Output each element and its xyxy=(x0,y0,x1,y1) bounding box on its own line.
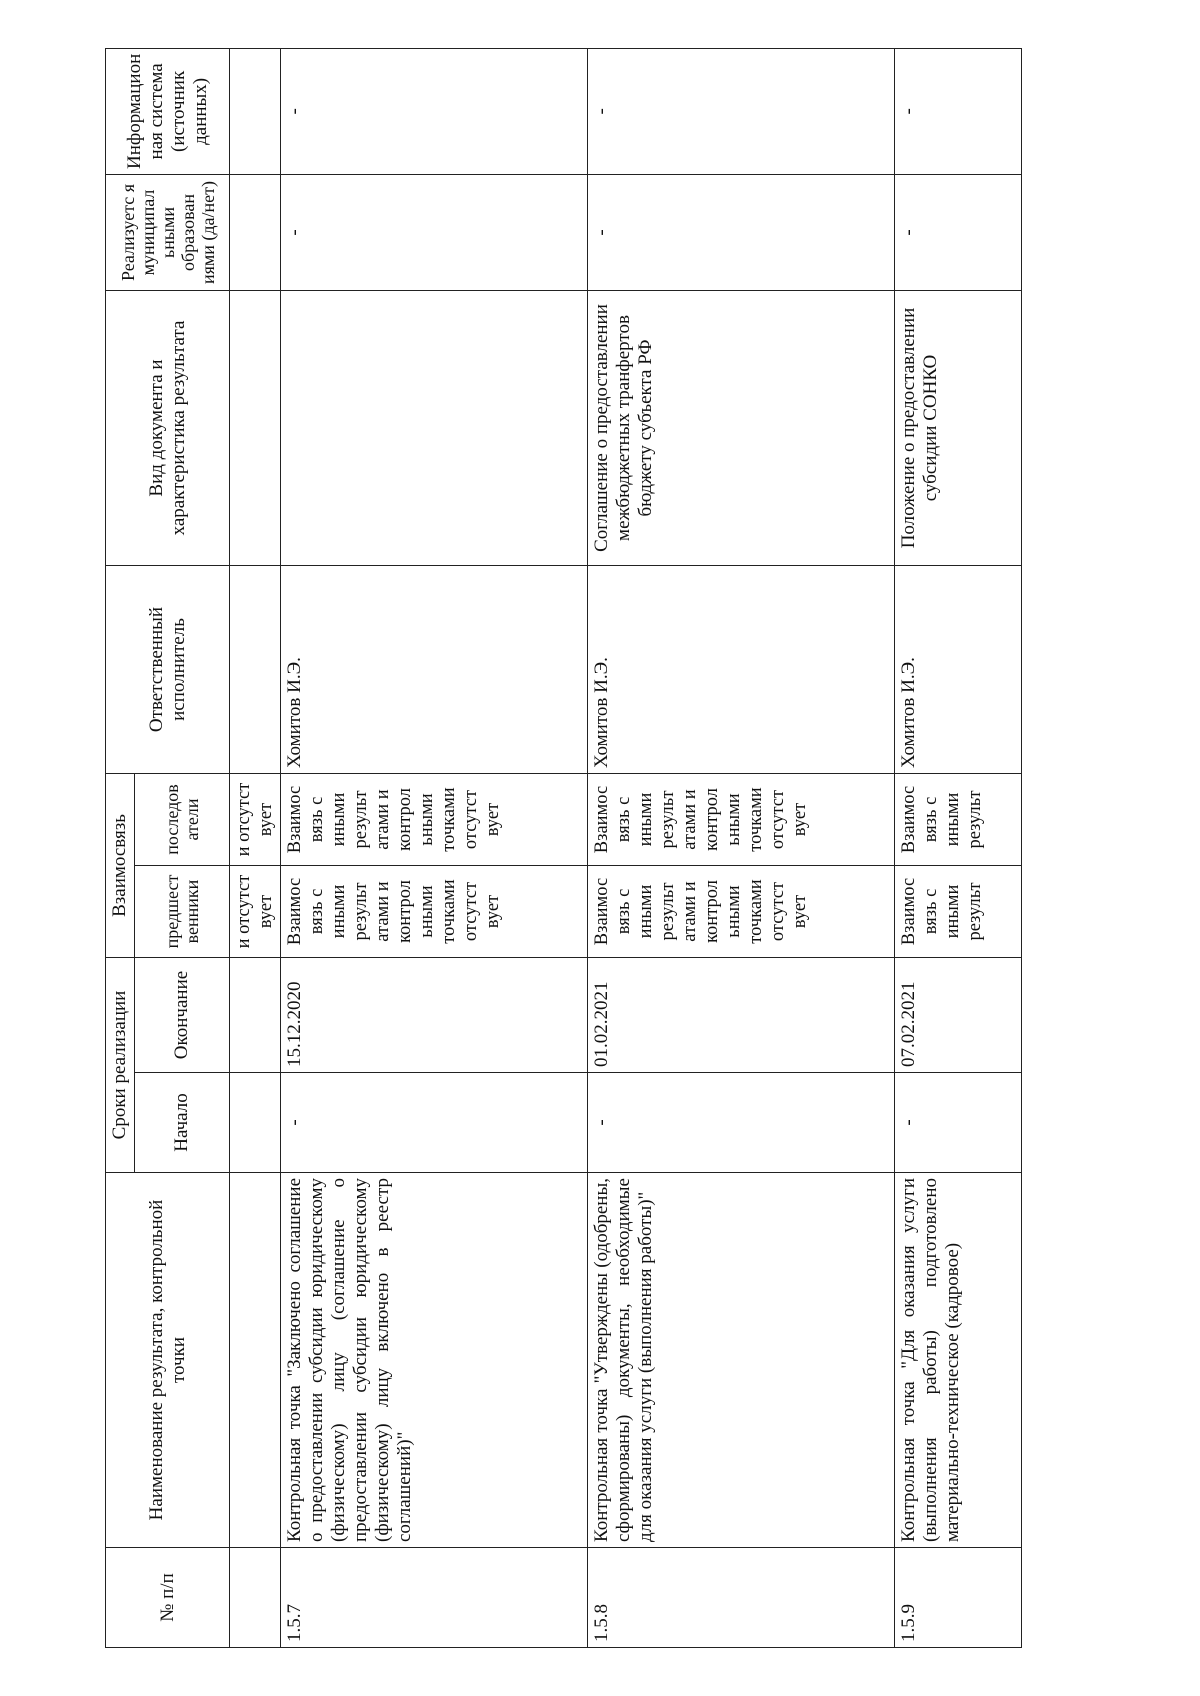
header-followers: последов атели xyxy=(135,774,230,866)
row-start: - xyxy=(588,1073,895,1173)
header-municipal: Реализуетс я муниципал ьными образован иями (да/нет) xyxy=(106,175,230,291)
row-followers: Взаимос вязь с иными результ xyxy=(895,774,1022,866)
table-row xyxy=(281,48,588,1647)
continuation-row xyxy=(230,48,281,1647)
row-name: Контрольная точка "Утверждены (одобрены, сформированы) документы, необходимые для оказания услуги (выполнения работы)" xyxy=(588,1173,895,1548)
header-name: Наименование результата, контрольной точки xyxy=(106,1173,230,1548)
row-end: 15.12.2020 xyxy=(281,958,588,1073)
row-responsible: Хомитов И.Э. xyxy=(281,566,588,774)
row-num: 1.5.8 xyxy=(588,1548,895,1648)
cont-responsible xyxy=(230,566,281,774)
row-name: Контрольная точка "Для оказания услуги (выполнения работы) подготовлено материально-техническое (кадровое) xyxy=(895,1173,1022,1548)
row-predecessors: Взаимос вязь с иными результ атами и контрол ьными точками отсутст вует xyxy=(281,866,588,958)
header-num: № п/п xyxy=(106,1548,230,1648)
cont-predecessors: и отсутст вует xyxy=(230,866,281,958)
row-municipal: - xyxy=(895,175,1022,291)
header-doc: Вид документа и характеристика результата xyxy=(106,291,230,566)
cont-start xyxy=(230,1073,281,1173)
cont-municipal xyxy=(230,175,281,291)
header-start: Начало xyxy=(135,1073,230,1173)
row-infosys: - xyxy=(588,48,895,174)
cont-infosys xyxy=(230,48,281,174)
header-infosys: Информацион ная система (источник данных) xyxy=(106,48,230,174)
row-followers: Взаимос вязь с иными результ атами и контрол ьными точками отсутст вует xyxy=(588,774,895,866)
row-start: - xyxy=(281,1073,588,1173)
cont-followers: и отсутст вует xyxy=(230,774,281,866)
row-doc xyxy=(281,291,588,566)
row-end: 07.02.2021 xyxy=(895,958,1022,1073)
cont-name xyxy=(230,1173,281,1548)
header-end: Окончание xyxy=(135,958,230,1073)
row-responsible: Хомитов И.Э. xyxy=(588,566,895,774)
row-doc: Положение о предоставлении субсидии СОНКО xyxy=(895,291,1022,566)
row-predecessors: Взаимос вязь с иными результ xyxy=(895,866,1022,958)
header-responsible: Ответственный исполнитель xyxy=(106,566,230,774)
header-predecessors: предшест венники xyxy=(135,866,230,958)
row-doc: Соглашение о предоставлении межбюджетных транфертов бюджету субъекта РФ xyxy=(588,291,895,566)
header-row-1 xyxy=(106,48,135,1647)
row-name: Контрольная точка "Заключено соглашение о предоставлении субсидии юридическому (физическому) лицу (соглашение о предоставлении субсидии юридическому (физическому) лицу включено в реестр соглашений)" xyxy=(281,1173,588,1548)
table-row xyxy=(895,48,1022,1647)
row-infosys: - xyxy=(281,48,588,174)
plan-table xyxy=(105,48,1022,1648)
cont-num xyxy=(230,1548,281,1648)
header-terms: Сроки реализации xyxy=(106,958,135,1173)
cont-doc xyxy=(230,291,281,566)
row-end: 01.02.2021 xyxy=(588,958,895,1073)
row-municipal: - xyxy=(588,175,895,291)
row-start: - xyxy=(895,1073,1022,1173)
table-row xyxy=(588,48,895,1647)
row-followers: Взаимос вязь с иными результ атами и контрол ьными точками отсутст вует xyxy=(281,774,588,866)
row-num: 1.5.7 xyxy=(281,1548,588,1648)
cont-end xyxy=(230,958,281,1073)
row-num: 1.5.9 xyxy=(895,1548,1022,1648)
header-relation: Взаимосвязь xyxy=(106,774,135,958)
row-municipal: - xyxy=(281,175,588,291)
row-infosys: - xyxy=(895,48,1022,174)
row-responsible: Хомитов И.Э. xyxy=(895,566,1022,774)
row-predecessors: Взаимос вязь с иными результ атами и контрол ьными точками отсутст вует xyxy=(588,866,895,958)
